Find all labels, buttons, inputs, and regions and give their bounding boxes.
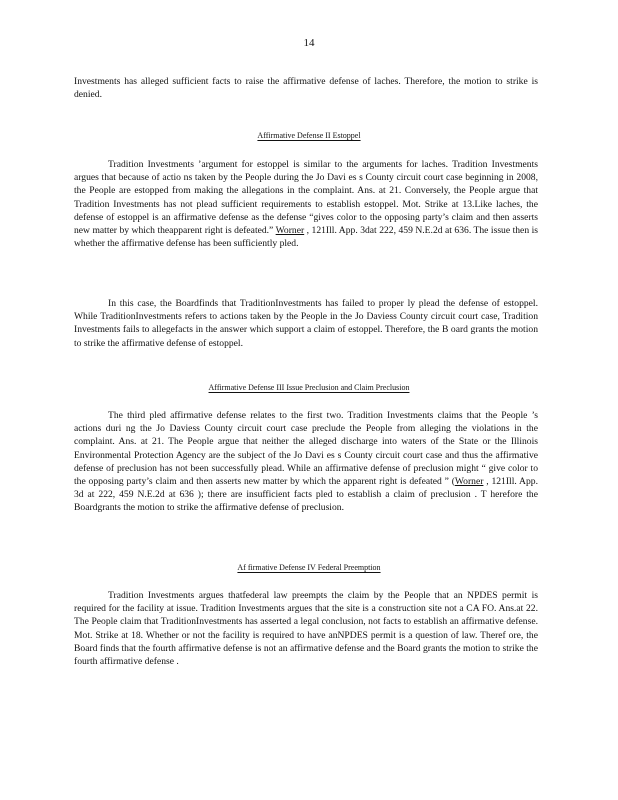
paragraph-federal-preemption: Tradition Investments argues thatfederal law preempts the claim by the People that an NPDES permit is required for the facility at issue. Tradition Investments argues that the site is a construction site not a CA FO. Ans.at 22. The People claim that TraditionInvestments has asserted a legal conclusion, not facts to establish an affirmative defense. Mot. Strike at 18. Whether or not the facility is required to have anNPDES permit is a question of law. Theref ore, the Board finds that the fourth affirmative defense is not an affirmative defense and the Board grants the motion to strike the fourth affirmative defense . (74, 590, 538, 668)
heading-affirmative-defense-iii (0, 383, 618, 393)
paragraph-preclusion (74, 409, 538, 515)
citation-text: , 121Ill. App. 3dat 222, 459 N.E.2d at 636. The issue then is whether the affirmative defense has been sufficiently pled. (74, 225, 538, 250)
paragraph-text: The third pled affirmative defense relates to the first two. Tradition Investments claims that the People ’s actions duri ng the Jo Daviess County circuit court case preclude the People from alleging the violations in the complaint. Ans. at 21. The People argue that neither the alleged discharge into waters of the State or the Illinois Environmental Protection Agency are the subject of the Jo Davi es s County circuit court case and thus the affirmative defense of preclusion has not been successfully plead. While an affirmative defense of preclusion might “ give color to the opposing party’s claim and then asserts new matter by which the apparent right is defeated ” ( (74, 410, 538, 488)
paragraph-laches-conclusion: Investments has alleged sufficient facts to raise the affirmative defense of laches. Therefore, the motion to strike is denied. (74, 76, 538, 101)
paragraph-text: , 121Ill. App. 3d at 222, 459 N.E.2d at 636 ); there are insufficient facts pled to establish a claim of preclusion . T herefore the Boardgrants the motion to strike the affirmative defense of preclusion. (74, 476, 538, 514)
paragraph-estoppel-arguments (74, 158, 538, 250)
paragraph-estoppel-finding: In this case, the Boardfinds that TraditionInvestments has failed to proper ly plead the defense of estoppel. While TraditionInvestments refers to actions taken by the People in the Jo Daviess County circuit court case, Tradition Investments fails to allegefacts in the answer which support a claim of estoppel. Therefore, the B oard grants the motion to strike the affirmative defense of estoppel. (74, 298, 538, 349)
page-number: 14 (303, 37, 315, 49)
heading-affirmative-defense-iv (0, 563, 618, 573)
paragraph-text: Tradition Investments ’argument for estoppel is similar to the arguments for laches. Tradition Investments argues that because of actio ns taken by the People during the Jo Davi es s County circuit court case beginning in 2008, the People are estopped from making the allegations in the complaint. Ans. at 21. Conversely, the People argue that Tradition Investments has not plead sufficient requirements to establish estoppel. Mot. Strike at 13.Like laches, the defense of estoppel is an affirmative defense as the defense “gives color to the opposing party’s claim and then asserts new matter by which theapparent right is defeated.” (74, 159, 538, 237)
heading-text: Af firmative Defense IV Federal Preemption (237, 563, 381, 572)
case-citation-worner: Worner (275, 225, 305, 237)
case-citation-worner: Worner (454, 476, 484, 488)
heading-text: Affirmative Defense II Estoppel (257, 131, 361, 140)
heading-text: Affirmative Defense III Issue Preclusion and Claim Preclusion (208, 383, 410, 392)
heading-affirmative-defense-ii (0, 131, 618, 141)
